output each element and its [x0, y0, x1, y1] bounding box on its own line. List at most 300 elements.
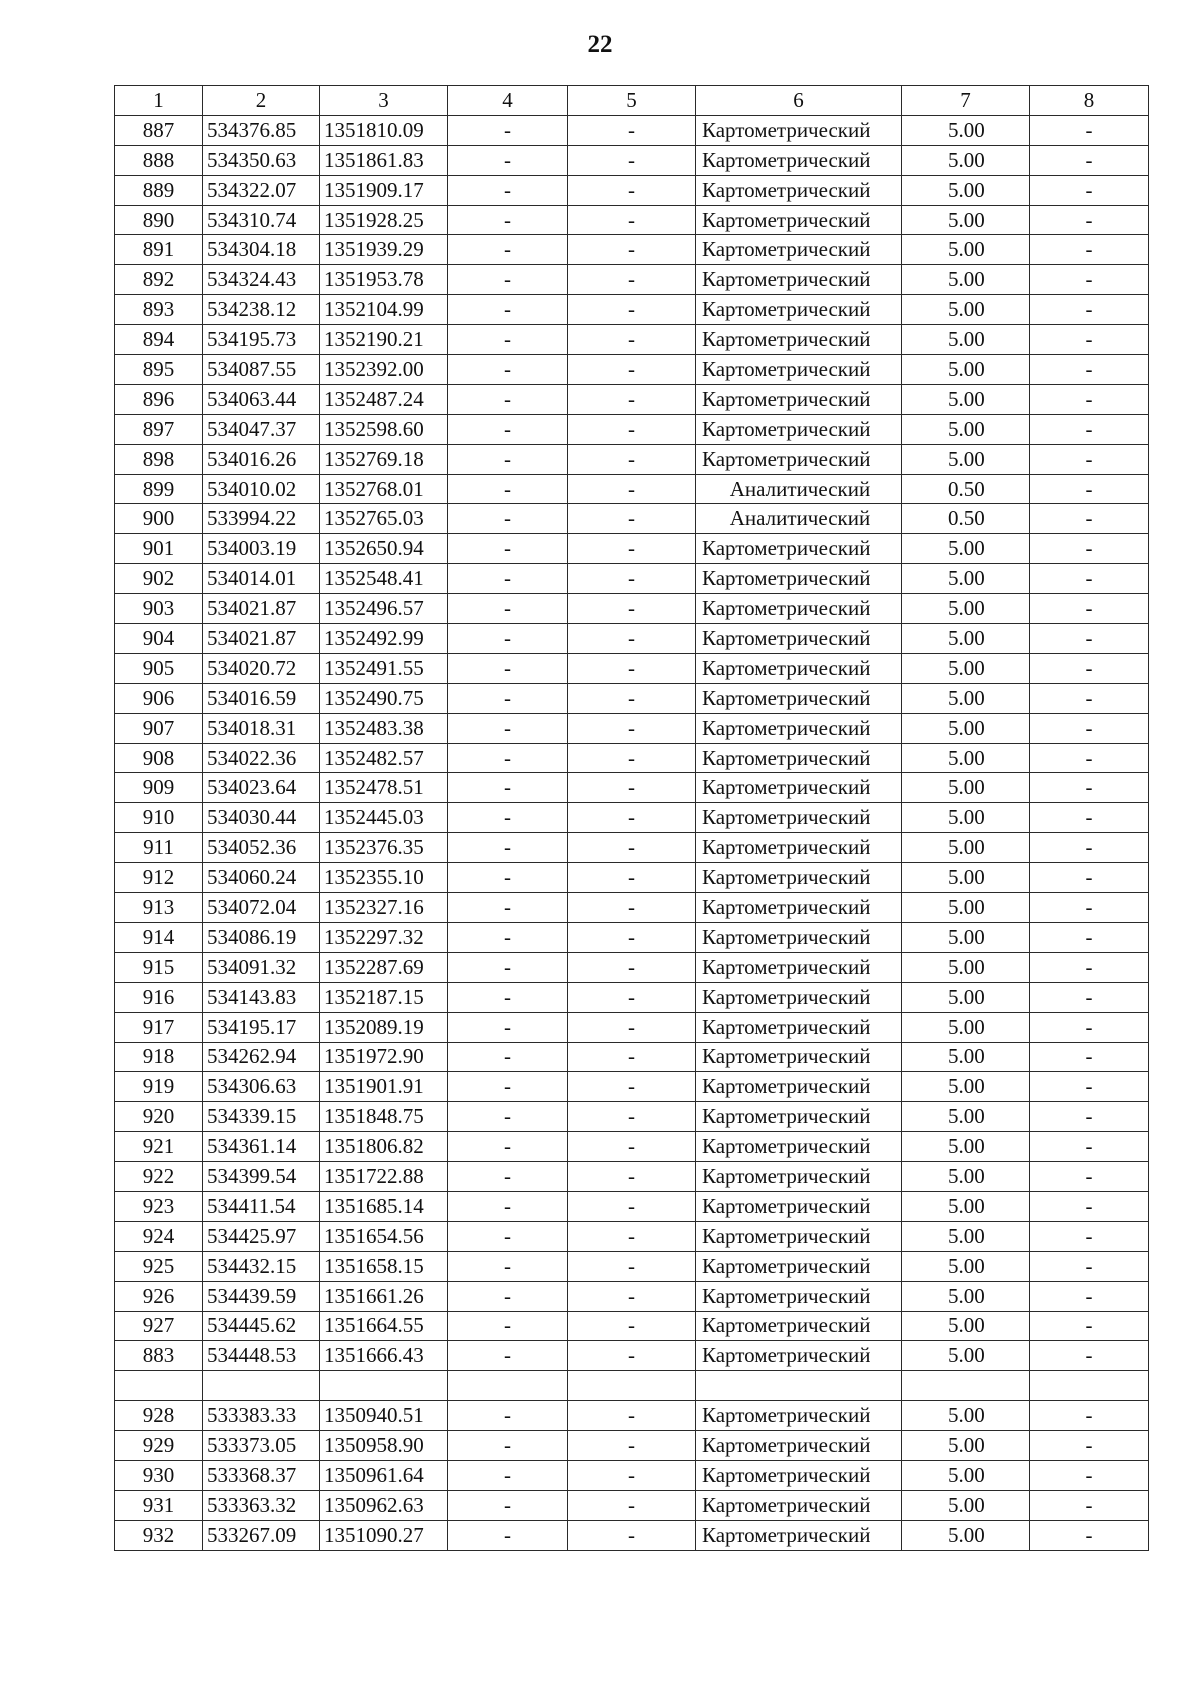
cell-coord-x: 534087.55: [203, 355, 320, 385]
cell-coord-y: 1351661.26: [320, 1281, 448, 1311]
cell-coord-y: 1352287.69: [320, 952, 448, 982]
cell-col-8: -: [1030, 444, 1149, 474]
cell-coord-x: 533994.22: [203, 504, 320, 534]
cell-col-8: -: [1030, 683, 1149, 713]
cell-col-5: -: [568, 1401, 696, 1431]
cell-accuracy: 5.00: [902, 1012, 1030, 1042]
cell-point-number: 903: [115, 594, 203, 624]
cell-col-5: -: [568, 1102, 696, 1132]
cell-accuracy: 5.00: [902, 743, 1030, 773]
cell-method: Картометрический: [696, 773, 902, 803]
cell-point-number: 889: [115, 175, 203, 205]
cell-accuracy: 5.00: [902, 594, 1030, 624]
cell-method: Картометрический: [696, 653, 902, 683]
cell-col-4: -: [448, 624, 568, 654]
cell-col-4: -: [448, 952, 568, 982]
cell-coord-y: 1350962.63: [320, 1490, 448, 1520]
cell-col-4: -: [448, 474, 568, 504]
cell-col-5: -: [568, 235, 696, 265]
cell-coord-x: 534425.97: [203, 1221, 320, 1251]
table-row: [115, 205, 1149, 235]
cell-coord-y: 1351654.56: [320, 1221, 448, 1251]
cell-accuracy: 5.00: [902, 564, 1030, 594]
cell-point-number: 899: [115, 474, 203, 504]
cell-accuracy: 5.00: [902, 355, 1030, 385]
header-col-6: 6: [696, 86, 902, 116]
cell-coord-x: 534022.36: [203, 743, 320, 773]
cell-method: Картометрический: [696, 1162, 902, 1192]
table-row: [115, 1490, 1149, 1520]
cell-coord-x: 534047.37: [203, 414, 320, 444]
cell-point-number: 890: [115, 205, 203, 235]
cell-col-8: -: [1030, 594, 1149, 624]
cell-accuracy: 5.00: [902, 145, 1030, 175]
cell-col-5: -: [568, 1281, 696, 1311]
table-row: [115, 1341, 1149, 1371]
cell-accuracy: 5.00: [902, 833, 1030, 863]
cell-point-number: [115, 1371, 203, 1401]
cell-col-4: -: [448, 713, 568, 743]
cell-coord-x: 534052.36: [203, 833, 320, 863]
table-row: [115, 594, 1149, 624]
cell-accuracy: 5.00: [902, 1132, 1030, 1162]
cell-col-5: -: [568, 205, 696, 235]
cell-point-number: 931: [115, 1490, 203, 1520]
cell-coord-x: 534310.74: [203, 205, 320, 235]
cell-col-8: -: [1030, 624, 1149, 654]
cell-col-8: -: [1030, 1281, 1149, 1311]
cell-method: Картометрический: [696, 713, 902, 743]
table-row: [115, 1251, 1149, 1281]
cell-col-5: -: [568, 683, 696, 713]
cell-coord-x: 534016.26: [203, 444, 320, 474]
cell-col-8: -: [1030, 833, 1149, 863]
cell-accuracy: 5.00: [902, 1251, 1030, 1281]
cell-col-4: -: [448, 1042, 568, 1072]
cell-accuracy: 5.00: [902, 1221, 1030, 1251]
table-row: [115, 1012, 1149, 1042]
cell-col-4: -: [448, 444, 568, 474]
table-row: [115, 833, 1149, 863]
table-row: [115, 235, 1149, 265]
cell-col-5: -: [568, 115, 696, 145]
cell-coord-y: 1352355.10: [320, 863, 448, 893]
table-row: [115, 1191, 1149, 1221]
table-row: [115, 773, 1149, 803]
cell-method: Картометрический: [696, 1221, 902, 1251]
cell-col-4: -: [448, 653, 568, 683]
cell-point-number: 921: [115, 1132, 203, 1162]
cell-coord-y: 1352482.57: [320, 743, 448, 773]
cell-col-5: -: [568, 1012, 696, 1042]
cell-method: Картометрический: [696, 982, 902, 1012]
cell-col-8: -: [1030, 504, 1149, 534]
cell-accuracy: 5.00: [902, 893, 1030, 923]
table-row: [115, 1042, 1149, 1072]
table-row: [115, 683, 1149, 713]
cell-method: Картометрический: [696, 564, 902, 594]
cell-point-number: 928: [115, 1401, 203, 1431]
cell-accuracy: 0.50: [902, 504, 1030, 534]
cell-coord-x: 534063.44: [203, 384, 320, 414]
cell-coord-x: 534306.63: [203, 1072, 320, 1102]
cell-col-5: -: [568, 1221, 696, 1251]
cell-coord-x: 534195.73: [203, 325, 320, 355]
cell-method: Картометрический: [696, 265, 902, 295]
cell-coord-x: 534060.24: [203, 863, 320, 893]
cell-point-number: 922: [115, 1162, 203, 1192]
cell-col-5: -: [568, 1132, 696, 1162]
table-row: [115, 743, 1149, 773]
cell-col-4: -: [448, 1401, 568, 1431]
cell-accuracy: 5.00: [902, 265, 1030, 295]
cell-coord-y: 1352491.55: [320, 653, 448, 683]
table-row: [115, 534, 1149, 564]
cell-accuracy: 5.00: [902, 1281, 1030, 1311]
cell-accuracy: 5.00: [902, 175, 1030, 205]
cell-coord-x: 533267.09: [203, 1520, 320, 1550]
cell-coord-y: 1351939.29: [320, 235, 448, 265]
cell-coord-x: 534324.43: [203, 265, 320, 295]
cell-coord-x: 534023.64: [203, 773, 320, 803]
cell-method: Картометрический: [696, 1191, 902, 1221]
cell-coord-y: 1352765.03: [320, 504, 448, 534]
cell-method: Картометрический: [696, 444, 902, 474]
cell-accuracy: 5.00: [902, 1072, 1030, 1102]
cell-col-8: -: [1030, 1132, 1149, 1162]
cell-col-4: -: [448, 1341, 568, 1371]
cell-coord-y: 1352445.03: [320, 803, 448, 833]
cell-point-number: 911: [115, 833, 203, 863]
cell-col-5: -: [568, 414, 696, 444]
table-row: [115, 504, 1149, 534]
table-row: [115, 893, 1149, 923]
cell-method: Картометрический: [696, 683, 902, 713]
cell-coord-x: 534018.31: [203, 713, 320, 743]
cell-accuracy: 5.00: [902, 295, 1030, 325]
cell-coord-x: 533383.33: [203, 1401, 320, 1431]
cell-point-number: 897: [115, 414, 203, 444]
cell-col-5: -: [568, 504, 696, 534]
cell-col-8: [1030, 1371, 1149, 1401]
cell-coord-x: 534003.19: [203, 534, 320, 564]
cell-method: Картометрический: [696, 295, 902, 325]
cell-coord-x: 534086.19: [203, 922, 320, 952]
table-row: [115, 474, 1149, 504]
cell-accuracy: 5.00: [902, 1490, 1030, 1520]
cell-coord-y: 1351928.25: [320, 205, 448, 235]
cell-col-8: -: [1030, 1520, 1149, 1550]
cell-coord-x: 534376.85: [203, 115, 320, 145]
cell-col-4: -: [448, 1251, 568, 1281]
cell-method: Картометрический: [696, 1341, 902, 1371]
cell-accuracy: 5.00: [902, 952, 1030, 982]
cell-accuracy: 5.00: [902, 683, 1030, 713]
cell-coord-x: 534339.15: [203, 1102, 320, 1132]
cell-coord-y: 1352376.35: [320, 833, 448, 863]
cell-coord-y: 1352496.57: [320, 594, 448, 624]
cell-method: Картометрический: [696, 145, 902, 175]
header-col-4: 4: [448, 86, 568, 116]
cell-point-number: 919: [115, 1072, 203, 1102]
cell-coord-x: 533363.32: [203, 1490, 320, 1520]
table-row: [115, 295, 1149, 325]
cell-col-8: -: [1030, 265, 1149, 295]
cell-col-8: -: [1030, 713, 1149, 743]
cell-method: Картометрический: [696, 1490, 902, 1520]
cell-point-number: 895: [115, 355, 203, 385]
cell-coord-y: 1352478.51: [320, 773, 448, 803]
cell-col-8: -: [1030, 115, 1149, 145]
cell-col-8: -: [1030, 952, 1149, 982]
cell-col-5: -: [568, 1251, 696, 1281]
cell-point-number: 932: [115, 1520, 203, 1550]
cell-accuracy: 5.00: [902, 414, 1030, 444]
cell-col-4: -: [448, 1012, 568, 1042]
coordinates-table: [114, 85, 1149, 1551]
cell-col-5: -: [568, 803, 696, 833]
page-number: 22: [587, 31, 613, 58]
cell-accuracy: 5.00: [902, 235, 1030, 265]
cell-method: Картометрический: [696, 743, 902, 773]
table-row: [115, 1281, 1149, 1311]
cell-coord-x: 534238.12: [203, 295, 320, 325]
cell-coord-y: 1351972.90: [320, 1042, 448, 1072]
cell-coord-y: 1352483.38: [320, 713, 448, 743]
cell-accuracy: 5.00: [902, 624, 1030, 654]
table-row: [115, 952, 1149, 982]
cell-coord-x: 534322.07: [203, 175, 320, 205]
cell-method: Картометрический: [696, 1520, 902, 1550]
cell-coord-x: 534091.32: [203, 952, 320, 982]
cell-col-5: -: [568, 1042, 696, 1072]
cell-coord-y: 1352769.18: [320, 444, 448, 474]
cell-point-number: 887: [115, 115, 203, 145]
cell-col-8: -: [1030, 922, 1149, 952]
cell-col-8: -: [1030, 175, 1149, 205]
cell-coord-y: 1351806.82: [320, 1132, 448, 1162]
table-row: [115, 355, 1149, 385]
cell-coord-x: 534411.54: [203, 1191, 320, 1221]
table-row: [115, 115, 1149, 145]
cell-col-4: -: [448, 982, 568, 1012]
cell-accuracy: 5.00: [902, 205, 1030, 235]
table-row: [115, 444, 1149, 474]
cell-coord-y: 1351953.78: [320, 265, 448, 295]
cell-coord-x: 534014.01: [203, 564, 320, 594]
cell-col-4: -: [448, 594, 568, 624]
table-row: [115, 624, 1149, 654]
cell-method: Картометрический: [696, 893, 902, 923]
cell-coord-x: 534021.87: [203, 624, 320, 654]
cell-col-5: [568, 1371, 696, 1401]
cell-col-8: -: [1030, 1311, 1149, 1341]
cell-col-5: -: [568, 1520, 696, 1550]
cell-method: Картометрический: [696, 325, 902, 355]
cell-col-5: -: [568, 893, 696, 923]
cell-col-4: -: [448, 773, 568, 803]
cell-col-4: -: [448, 564, 568, 594]
cell-coord-x: 533368.37: [203, 1460, 320, 1490]
cell-col-4: -: [448, 683, 568, 713]
cell-point-number: 924: [115, 1221, 203, 1251]
cell-col-4: -: [448, 1221, 568, 1251]
cell-point-number: 915: [115, 952, 203, 982]
cell-col-4: -: [448, 265, 568, 295]
cell-col-4: -: [448, 235, 568, 265]
cell-accuracy: 5.00: [902, 1162, 1030, 1192]
cell-col-8: -: [1030, 1072, 1149, 1102]
table-row: [115, 1401, 1149, 1431]
table-body: [115, 115, 1149, 1550]
cell-point-number: 888: [115, 145, 203, 175]
cell-method: Картометрический: [696, 414, 902, 444]
cell-method: Картометрический: [696, 235, 902, 265]
cell-col-4: -: [448, 803, 568, 833]
cell-accuracy: 5.00: [902, 1431, 1030, 1461]
cell-col-5: -: [568, 295, 696, 325]
cell-coord-y: 1350961.64: [320, 1460, 448, 1490]
cell-col-8: -: [1030, 1431, 1149, 1461]
cell-accuracy: 5.00: [902, 534, 1030, 564]
cell-point-number: 883: [115, 1341, 203, 1371]
table-row: [115, 863, 1149, 893]
cell-col-4: -: [448, 355, 568, 385]
cell-coord-y: [320, 1371, 448, 1401]
cell-col-5: -: [568, 624, 696, 654]
cell-method: Картометрический: [696, 863, 902, 893]
cell-point-number: 916: [115, 982, 203, 1012]
cell-coord-x: 534016.59: [203, 683, 320, 713]
cell-accuracy: 5.00: [902, 1460, 1030, 1490]
cell-point-number: 896: [115, 384, 203, 414]
cell-coord-y: 1350958.90: [320, 1431, 448, 1461]
cell-col-8: -: [1030, 145, 1149, 175]
cell-point-number: 907: [115, 713, 203, 743]
cell-point-number: 891: [115, 235, 203, 265]
cell-coord-y: 1352490.75: [320, 683, 448, 713]
cell-col-5: -: [568, 952, 696, 982]
cell-accuracy: 5.00: [902, 653, 1030, 683]
cell-method: Картометрический: [696, 115, 902, 145]
cell-method: Картометрический: [696, 205, 902, 235]
cell-col-4: -: [448, 205, 568, 235]
cell-col-8: -: [1030, 1042, 1149, 1072]
cell-method: Картометрический: [696, 594, 902, 624]
cell-accuracy: 5.00: [902, 863, 1030, 893]
cell-col-4: -: [448, 295, 568, 325]
cell-point-number: 920: [115, 1102, 203, 1132]
table-row: [115, 325, 1149, 355]
cell-col-5: -: [568, 713, 696, 743]
cell-col-4: -: [448, 1072, 568, 1102]
cell-col-8: -: [1030, 803, 1149, 833]
cell-point-number: 904: [115, 624, 203, 654]
cell-method: Картометрический: [696, 1102, 902, 1132]
cell-col-5: -: [568, 145, 696, 175]
cell-col-4: -: [448, 743, 568, 773]
cell-accuracy: 5.00: [902, 1401, 1030, 1431]
cell-col-8: -: [1030, 384, 1149, 414]
cell-col-4: -: [448, 1431, 568, 1461]
cell-col-8: -: [1030, 564, 1149, 594]
cell-accuracy: 5.00: [902, 384, 1030, 414]
cell-accuracy: 5.00: [902, 1311, 1030, 1341]
cell-col-5: -: [568, 982, 696, 1012]
cell-col-4: -: [448, 534, 568, 564]
cell-accuracy: 5.00: [902, 444, 1030, 474]
cell-col-8: -: [1030, 863, 1149, 893]
cell-point-number: 912: [115, 863, 203, 893]
cell-col-8: -: [1030, 534, 1149, 564]
cell-col-5: -: [568, 1431, 696, 1461]
cell-coord-y: 1351861.83: [320, 145, 448, 175]
cell-coord-x: 534020.72: [203, 653, 320, 683]
cell-point-number: 927: [115, 1311, 203, 1341]
cell-coord-y: 1351658.15: [320, 1251, 448, 1281]
cell-col-8: -: [1030, 1490, 1149, 1520]
cell-method: Картометрический: [696, 922, 902, 952]
cell-col-5: -: [568, 1072, 696, 1102]
cell-point-number: 909: [115, 773, 203, 803]
cell-method: Картометрический: [696, 1311, 902, 1341]
cell-col-8: -: [1030, 414, 1149, 444]
cell-coord-x: 534262.94: [203, 1042, 320, 1072]
cell-col-4: -: [448, 1102, 568, 1132]
cell-col-4: -: [448, 504, 568, 534]
cell-point-number: 905: [115, 653, 203, 683]
cell-accuracy: 5.00: [902, 1042, 1030, 1072]
cell-col-4: -: [448, 384, 568, 414]
cell-col-5: -: [568, 743, 696, 773]
table-row: [115, 1371, 1149, 1401]
cell-coord-x: 534439.59: [203, 1281, 320, 1311]
cell-method: Картометрический: [696, 1431, 902, 1461]
header-col-5: 5: [568, 86, 696, 116]
cell-accuracy: 5.00: [902, 1520, 1030, 1550]
cell-coord-x: 534021.87: [203, 594, 320, 624]
cell-method: Картометрический: [696, 1042, 902, 1072]
cell-coord-y: 1351685.14: [320, 1191, 448, 1221]
cell-col-8: -: [1030, 474, 1149, 504]
cell-col-5: -: [568, 564, 696, 594]
cell-point-number: 917: [115, 1012, 203, 1042]
cell-point-number: 925: [115, 1251, 203, 1281]
cell-accuracy: [902, 1371, 1030, 1401]
header-col-3: 3: [320, 86, 448, 116]
cell-point-number: 901: [115, 534, 203, 564]
cell-col-8: -: [1030, 235, 1149, 265]
table-row: [115, 145, 1149, 175]
cell-col-8: -: [1030, 325, 1149, 355]
cell-coord-x: 534445.62: [203, 1311, 320, 1341]
cell-coord-y: 1351810.09: [320, 115, 448, 145]
cell-method: Картометрический: [696, 1012, 902, 1042]
table-header-row: [115, 86, 1149, 116]
cell-col-5: -: [568, 594, 696, 624]
cell-col-5: -: [568, 1191, 696, 1221]
cell-col-5: -: [568, 653, 696, 683]
table-row: [115, 384, 1149, 414]
cell-method: Аналитический: [696, 474, 902, 504]
cell-col-8: -: [1030, 653, 1149, 683]
cell-accuracy: 5.00: [902, 325, 1030, 355]
cell-coord-x: 534030.44: [203, 803, 320, 833]
cell-col-5: -: [568, 833, 696, 863]
cell-accuracy: 5.00: [902, 803, 1030, 833]
table-row: [115, 1132, 1149, 1162]
cell-accuracy: 5.00: [902, 1102, 1030, 1132]
